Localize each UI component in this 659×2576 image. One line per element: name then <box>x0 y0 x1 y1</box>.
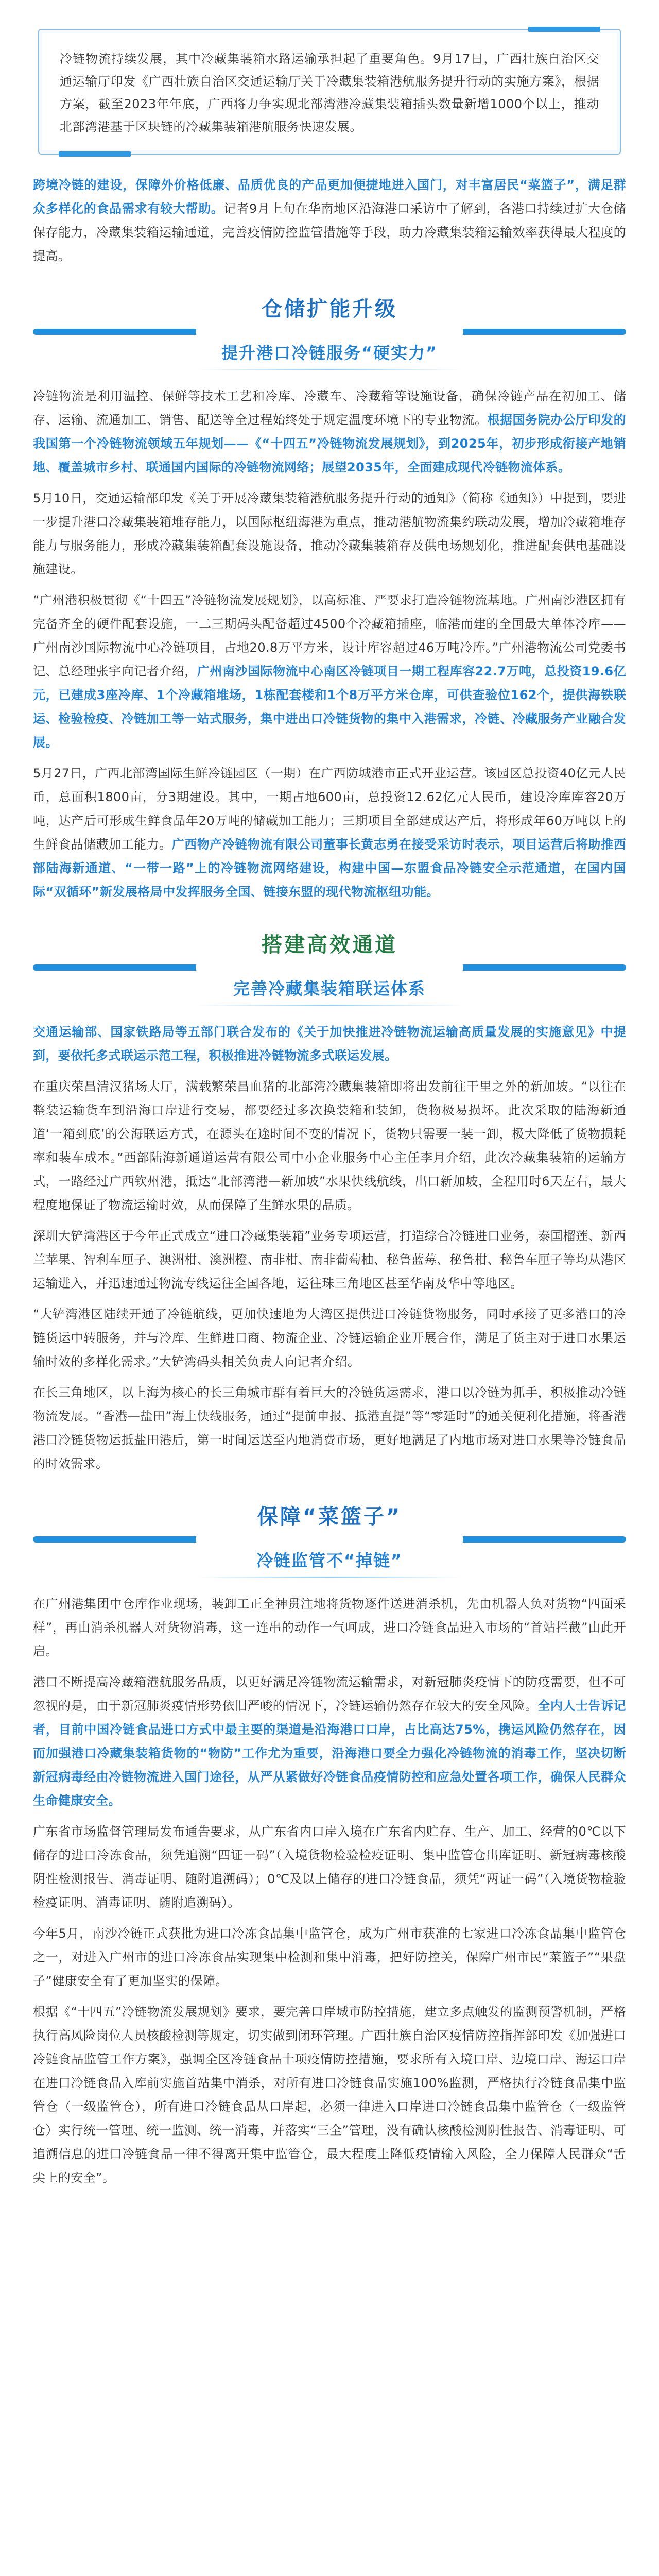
s1-p4-text: 5月27日，广西北部湾国际生鲜冷链园区（一期）在广西防城港市正式开业运营。该园区总投资40亿元人民币，总面积1800亩，分3期建设。其中，一期占地600亩，总投资12.62亿元人民币，建设冷库库容20万吨，达产后可形成生鲜食品年20万吨的储藏加工能力；三期项目全部建成达产后，将形成年60万吨以上的生鲜食品储藏加工能力。 <box>33 766 626 852</box>
s2-paragraph-2: 在重庆荣昌清汉猪场大厅，满载繁荣昌血猪的北部湾冷藏集装箱即将出发前往干里之外的新加坡。“以往在整装运输货车到沿海口岸进行交易，都要经过多次换装箱和装卸，货物极易损坏。此次采取的陆海新通道‘一箱到底’的公海联运方式，在源头在途时间不变的情况下，货物只需要一装一卸，极大降低了货物损耗率和装车成本。”西部陆海新通道运营有限公司中小企业服务中心主任李月介绍，此次冷藏集装箱的运输方式，一路经过广西钦州港，抵达“北部湾港—新加坡”水果快线航线，出口新加坡，全程用时6天左右，最大程度地保证了物流运输时效，从而保障了生鲜水果的品质。 <box>33 1079 626 1212</box>
s1-paragraph-1 <box>33 384 626 479</box>
section-2-subtitle: 完善冷藏集装箱联运体系 <box>233 979 426 998</box>
s3-paragraph-2 <box>33 1670 626 1812</box>
section-2-bar <box>33 964 626 971</box>
s3-p2-highlight: 全内人士告诉记者，目前中国冷链食品进口方式中最主要的渠道是沿海港口口岸，占比高达75%，携运风险仍然存在，因而加强港口冷藏集装箱货物的“物防”工作尤为重要，沿海港口要全力强化冷链物流的消毒工作，坚决切断新冠病毒经由冷链物流进入国门途径，从严从紧做好冷链食品疫情防控和应急处置各项工作，确保人民群众生命健康安全。 <box>33 1699 626 1808</box>
s2-paragraph-3: 深圳大铲湾港区于今年正式成立“进口冷藏集装箱”业务专项运营，打造综合冷链进口业务，泰国榴莲、新西兰苹果、智利车厘子、澳洲柑、澳洲橙、南非柑、南非葡萄柚、秘鲁蓝莓、秘鲁柑、秘鲁车厘子等均从港区运输进入，并迅速通过物流专线运往全国各地，运往珠三角地区甚至华南及华中等地区。 <box>33 1229 626 1291</box>
s1-paragraph-2: 5月10日，交通运输部印发《关于开展冷藏集装箱港航服务提升行动的通知》（简称《通知》）中提到，要进一步提升港口冷藏集装箱堆存能力，以国际枢纽海港为重点，推动港航物流集约联动发展，增加冷藏箱堆存能力与服务能力，形成冷藏集装箱配套设施设备，推动冷藏集装箱存及供电场规划化，推进配套供电基础设施建设。 <box>33 491 626 577</box>
s3-p2-text: 港口不断提高冷藏箱港航服务品质，以更好满足冷链物流运输需求，对新冠肺炎疫情下的防疫需要，但不可忽视的是，由于新冠肺炎疫情形势依旧严峻的情况下，冷链运输仍然存在较大的安全风险。 <box>33 1675 626 1713</box>
s1-paragraph-4 <box>33 761 626 904</box>
lead-highlight: 跨境冷链的建设，保障外价格低廉、品质优良的产品更加便捷地进入国门，对丰富居民“菜篮子”，满足群众多样化的食品需求有较大帮助。 <box>33 178 626 216</box>
section-1-title: 仓储扩能升级 <box>262 297 397 321</box>
section-1-subtitle: 提升港口冷链服务“硬实力” <box>221 343 438 363</box>
section-2-header <box>33 930 626 1006</box>
s3-paragraph-5: 根据《“十四五”冷链物流发展规划》要求，要完善口岸城市防控措施，建立多点触发的监测预警机制，严格执行高风险岗位人员核酸检测等规定，切实做到闭环管理。广西壮族自治区疫情防控指挥部印发《加强进口冷链食品监管工作方案》，强调全区冷链食品十项疫情防控措施，要求所有入境口岸、边境口岸、海运口岸在进口冷链食品入库前实施首站集中消杀，对所有进口冷链食品实施100%监测，严格执行冷链食品集中监管仓（一级监管仓），所有进口冷链食品从口岸起，必须一律进入口岸进口冷链食品集中监管仓（一级监管仓）实行统一管理、统一监测、统一消毒，并落实“三全”管理，没有确认核酸检测阴性报告、消毒证明、可追溯信息的进口冷链食品一律不得离开集中监管仓，最大程度上降低疫情输入风险，全力保障人民群众“舌尖上的安全”。 <box>33 2005 626 2185</box>
s3-paragraph-1: 在广州港集团中仓库作业现场，装卸工正全神贯注地将货物逐件送进消杀机，先由机器人负对货物“四面采样”，再由消杀机器人对货物消毒，这一连串的动作一气呵成，进口冷链食品进入市场的“首站拦截”由此开启。 <box>33 1597 626 1658</box>
section-3-title: 保障“菜篮子” <box>257 1505 402 1529</box>
intro-box <box>38 29 621 155</box>
s1-p4-highlight: 广西物产冷链物流有限公司董事长黄志勇在接受采访时表示，项目运营后将助推西部陆海新通道、“一带一路”上的冷链物流网络建设，构建中国—东盟食品冷链安全示范通道，在国内国际“双循环”新发展格局中发挥服务全国、链接东盟的现代物流枢纽功能。 <box>33 837 626 899</box>
section-3-header <box>33 1502 626 1578</box>
s1-p3-text: “广州港积极贯彻《“十四五”冷链物流发展规划》，以高标准、严要求打造冷链物流基地。广州南沙港区拥有完备齐全的硬件配套设施，一二三期码头配备超过4500个冷藏箱插座，临港而建的全国最大单体冷库——广州南沙国际物流中心冷链项目，占地20.8万平方米，设计库容超过46万吨冷库。”广州港物流公司党委书记、总经理张宇向记者介绍， <box>33 593 626 679</box>
section-3-bar <box>33 1536 626 1543</box>
s1-p1-highlight: 根据国务院办公厅印发的我国第一个冷链物流领域五年规划——《“十四五”冷链物流发展规划》，到2025年，初步形成衔接产地销地、覆盖城市乡村、联通国内国际的冷链物流网络；展望2035年，全面建成现代冷链物流体系。 <box>33 413 626 474</box>
intro-callout <box>33 29 626 155</box>
section-3-subtitle: 冷链监管不“掉链” <box>256 1551 403 1570</box>
s1-paragraph-3 <box>33 588 626 754</box>
section-2-subtitle-underline <box>196 1005 463 1006</box>
lead-paragraph <box>33 173 626 268</box>
s2-paragraph-5: 在长三角地区，以上海为核心的长三角城市群有着巨大的冷链货运需求，港口以冷链为抓手，积极推动冷链物流发展。“香港—盐田”海上快线服务，通过“提前申报、抵港直提”等“零延时”的通关便利化措施，将香港港口冷链货物运抵盐田港后，第一时间运送至内地消费市场，更好地满足了内地市场对进口水果等冷链食品的时效需求。 <box>33 1385 626 1471</box>
section-1-bar <box>33 329 626 335</box>
s2-paragraph-4: “大铲湾港区陆续开通了冷链航线，更加快速地为大湾区提供进口冷链货物服务，同时承接了更多港口的冷链货运中转服务，并与冷库、生鲜进口商、物流企业、冷链运输企业开展合作，满足了货主对于进口水果运输时效的多样化需求。”大铲湾码头相关负责人向记者介绍。 <box>33 1307 626 1369</box>
section-3-subtitle-underline <box>196 1577 463 1578</box>
s2-paragraph-1: 交通运输部、国家铁路局等五部门联合发布的《关于加快推进冷链物流运输高质量发展的实施意见》中提到，要依托多式联运示范工程，积极推进冷链物流多式联运发展。 <box>33 1025 626 1063</box>
s1-p3-highlight: 广州南沙国际物流中心南区冷链项目一期工程库容22.7万吨，总投资19.6亿元，已建成3座冷库、1个冷藏箱堆场，1栋配套楼和1个8万平方米仓库，可供查验位162个，提供海铁联运、检验检疫、冷链加工等一站式服务，集中进出口冷链货物的集中入港需求，冷链、冷藏服务产业融合发展。 <box>33 664 626 750</box>
s3-paragraph-4: 今年5月，南沙冷链正式获批为进口冷冻食品集中监管仓，成为广州市获准的七家进口冷冻食品集中监管仓之一，对进入广州市的进口冷冻食品实现集中检测和集中消毒，把好防控关，保障广州市民“菜篮子”“果盘子”健康安全有了更加坚实的保障。 <box>33 1926 626 1988</box>
s1-p1-text: 冷链物流是利用温控、保鲜等技术工艺和冷库、冷藏车、冷藏箱等设施设备，确保冷链产品在初加工、储存、运输、流通加工、销售、配送等全过程始终处于规定温度环境下的专业物流。 <box>33 389 626 427</box>
section-2-title: 搭建高效通道 <box>262 933 397 957</box>
lead-rest: 记者9月上旬在华南地区沿海港口采访中了解到，各港口持续过扩大仓储保存能力，冷藏集装箱运输通道，完善疫情防控监管措施等手段，助力冷藏集装箱运输效率获得最大程度的提高。 <box>33 201 626 263</box>
section-1-header <box>33 295 626 370</box>
intro-text: 冷链物流持续发展，其中冷藏集装箱水路运输承担起了重要角色。9月17日，广西壮族自治区交通运输厅印发《广西壮族自治区交通运输厅关于冷藏集装箱港航服务提升行动的实施方案》，根据方案，截至2023年年底，广西将力争实现北部湾港冷藏集装箱插头数量新增1000个以上，推动北部湾港基于区块链的冷藏集装箱港航服务快速发展。 <box>60 52 599 134</box>
s3-paragraph-3: 广东省市场监督管理局发布通告要求，从广东省内口岸入境在广东省内贮存、生产、加工、经营的0℃以下储存的进口冷冻食品，须凭追溯“四证一码”（入境货物检验检疫证明、集中监管仓出库证明、新冠病毒核酸阴性检测报告、消毒证明、随附追溯码）；0℃及以上储存的进口冷链食品，须凭“两证一码”（入境货物检验检疫证明、消毒证明、随附追溯码）。 <box>33 1824 626 1910</box>
section-1-subtitle-underline <box>196 369 463 370</box>
